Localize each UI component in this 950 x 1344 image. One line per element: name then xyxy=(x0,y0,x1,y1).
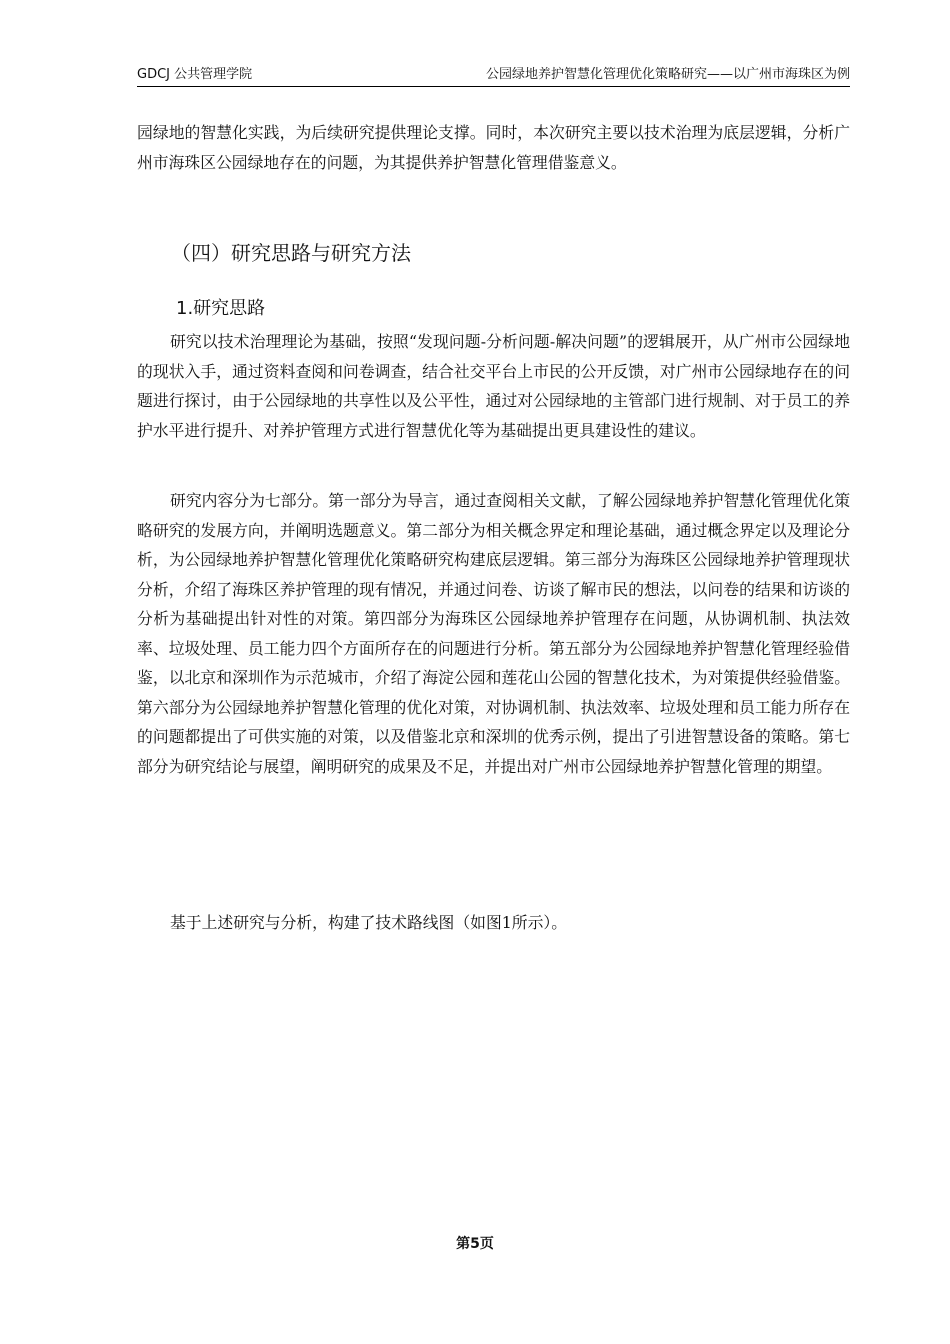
intro-paragraph: 园绿地的智慧化实践，为后续研究提供理论支撑。同时，本次研究主要以技术治理为底层逻辑，分析广州市海珠区公园绿地存在的问题，为其提供养护智慧化管理借鉴意义。 xyxy=(137,123,850,172)
header-institution: GDCJ 公共管理学院 xyxy=(137,67,253,82)
header-paper-title: 公园绿地养护智慧化管理优化策略研究——以广州市海珠区为例 xyxy=(485,67,850,82)
section-heading: （四）研究思路与研究方法 xyxy=(171,241,411,265)
paragraph-research-content: 研究内容分为七部分。第一部分为导言，通过查阅相关文献，了解公园绿地养护智慧化管理优化策略研究的发展方向，并阐明选题意义。第二部分为相关概念界定和理论基础，通过概念界定以及理论分析，为公园绿地养护智慧化管理优化策略研究构建底层逻辑。第三部分为海珠区公园绿地养护管理现状分析，介绍了海珠区养护管理的现有情况，并通过问卷、访谈了解市民的想法，以问卷的结果和访谈的分析为基础提出针对性的对策。第四部分为海珠区公园绿地养护管理存在问题，从协调机制、执法效率、垃圾处理、员工能力四个方面所存在的问题进行分析。第五部分为公园绿地养护智慧化管理经验借鉴，以北京和深圳作为示范城市，介绍了海淀公园和莲花山公园的智慧化技术，为对策提供经验借鉴。第六部分为公园绿地养护智慧化管理的优化对策，对协调机制、执法效率、垃圾处理和员工能力所存在的问题都提出了可供实施的对策，以及借鉴北京和深圳的优秀示例，提出了引进智慧设备的策略。第七部分为研究结论与展望，阐明研究的成果及不足，并提出对广州市公园绿地养护智慧化管理的期望。 xyxy=(137,491,850,776)
paragraph-research-approach: 研究以技术治理理论为基础，按照“发现问题-分析问题-解决问题”的逻辑展开，从广州市公园绿地的现状入手，通过资料查阅和问卷调查，结合社交平台上市民的公开反馈，对广州市公园绿地存在的问题进行探讨，由于公园绿地的共享性以及公平性，通过对公园绿地的主管部门进行规制、对于员工的养护水平进行提升、对养护管理方式进行智慧优化等为基础提出更具建设性的建议。 xyxy=(137,332,850,440)
paragraph-technical-roadmap: 基于上述研究与分析，构建了技术路线图（如图1所示）。 xyxy=(170,913,568,932)
page-header xyxy=(137,66,850,87)
subsection-heading: 1.研究思路 xyxy=(176,298,266,319)
page-number: 第5页 xyxy=(456,1236,494,1252)
